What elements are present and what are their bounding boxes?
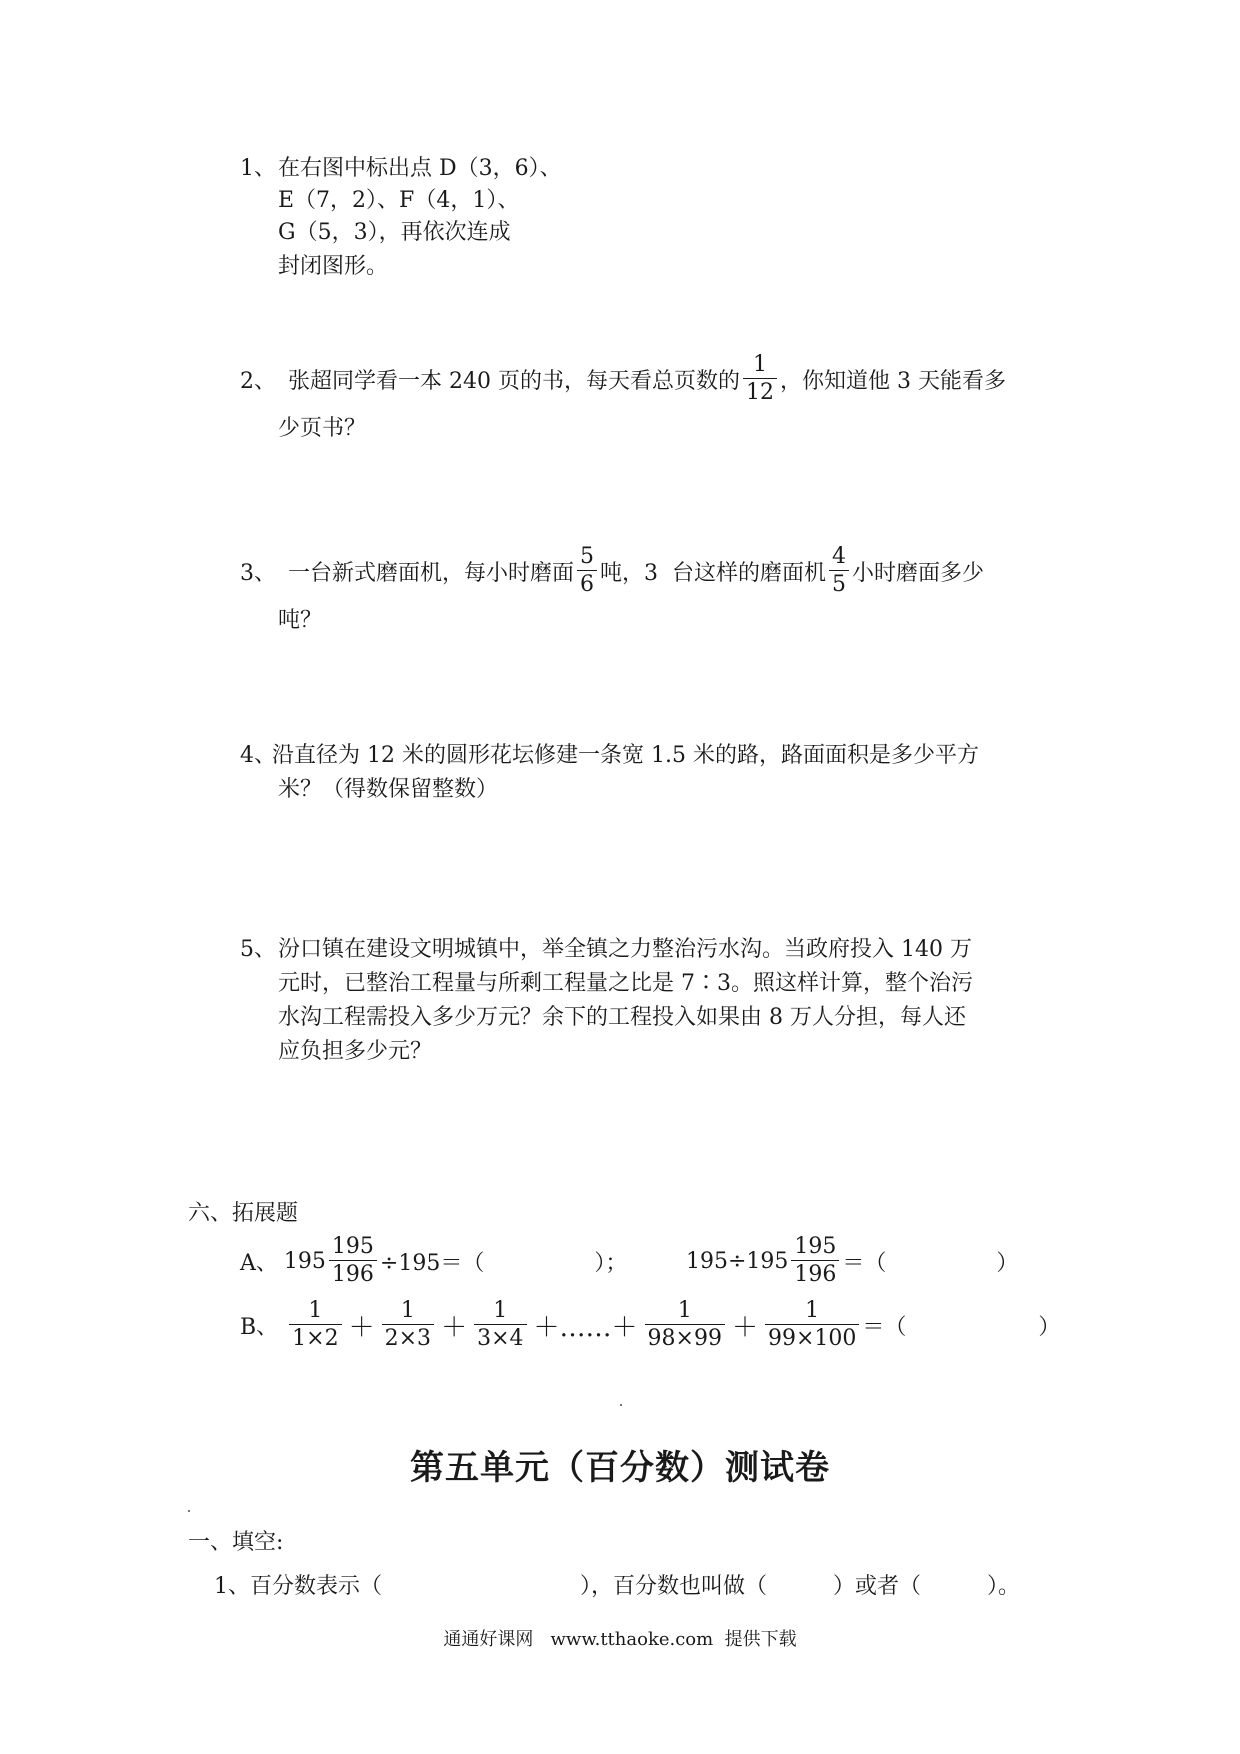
extension-b-term-5 bbox=[765, 1300, 859, 1350]
fraction-denominator: 12 bbox=[743, 378, 777, 404]
fraction-denominator: 99×100 bbox=[765, 1324, 859, 1350]
extension-b-term-3 bbox=[474, 1300, 526, 1350]
fraction-denominator: 3×4 bbox=[474, 1324, 526, 1350]
problem-1-line-4: 封闭图形。 bbox=[278, 254, 389, 279]
extension-b bbox=[240, 1300, 1060, 1350]
problem-5-line-1: 汾口镇在建设文明城镇中，举全镇之力整治污水沟。当政府投入 140 万 bbox=[278, 937, 972, 962]
unit-5-section-1-heading: 一、填空: bbox=[188, 1530, 284, 1555]
extension-b-equals: ＝（ ） bbox=[862, 1314, 1061, 1340]
fraction-numerator: 1 bbox=[752, 352, 767, 377]
problem-3-text-before: 一台新式磨面机，每小时磨面 bbox=[288, 560, 575, 586]
extension-b-term-1 bbox=[289, 1300, 341, 1350]
extension-a-fraction-1 bbox=[329, 1236, 377, 1286]
scan-speck bbox=[188, 1510, 190, 1512]
extension-a-expression-2-lead: 195÷195 bbox=[686, 1248, 789, 1274]
problem-3-line-1 bbox=[240, 546, 984, 596]
mixed-number-whole: 195 bbox=[283, 1248, 326, 1274]
fraction-denominator: 196 bbox=[791, 1260, 839, 1286]
plus-sign: ＋ bbox=[441, 1312, 468, 1343]
problem-5-line-3: 水沟工程需投入多少万元？余下的工程投入如果由 8 万人分担，每人还 bbox=[278, 1005, 966, 1030]
problem-1-line-3: G（5，3），再依次连成 bbox=[278, 220, 511, 245]
fraction-numerator: 1 bbox=[400, 1298, 415, 1323]
extension-a-expression-2-rest: ＝（ ） bbox=[842, 1250, 1019, 1276]
unit-5-question-1: 1、百分数表示（ ），百分数也叫做（ ）或者（ ）。 bbox=[214, 1574, 1020, 1599]
fraction-denominator: 2×3 bbox=[382, 1324, 434, 1350]
extension-b-term-4 bbox=[645, 1300, 725, 1350]
problem-5-line-4: 应负担多少元？ bbox=[278, 1039, 433, 1064]
problem-4-number: 4、 bbox=[240, 743, 276, 768]
extension-a-label: A、 bbox=[240, 1250, 278, 1276]
problem-4-line-1: 沿直径为 12 米的圆形花坛修建一条宽 1.5 米的路，路面面积是多少平方 bbox=[272, 743, 979, 768]
fraction-denominator: 6 bbox=[577, 570, 597, 596]
extension-a-expression-1-rest: ÷195＝（ ）； bbox=[379, 1250, 628, 1276]
problem-2-number: 2、 bbox=[240, 368, 276, 394]
fraction-numerator: 1 bbox=[493, 1298, 508, 1323]
section-6-heading: 六、拓展题 bbox=[188, 1201, 299, 1226]
fraction-numerator: 1 bbox=[677, 1298, 692, 1323]
problem-5-line-2: 元时，已整治工程量与所剩工程量之比是 7∶3。照这样计算，整个治污 bbox=[278, 971, 973, 996]
problem-3-fraction-2 bbox=[829, 546, 849, 596]
fraction-numerator: 1 bbox=[308, 1298, 323, 1323]
plus-sign: ＋ bbox=[731, 1312, 758, 1343]
extension-a-fraction-2 bbox=[791, 1236, 839, 1286]
fraction-numerator: 5 bbox=[580, 544, 595, 569]
problem-5-number: 5、 bbox=[240, 937, 276, 962]
problem-1-line-2: E（7，2）、F（4，1）、 bbox=[278, 188, 520, 213]
ellipsis-sum: ＋……＋ bbox=[533, 1312, 638, 1343]
fraction-denominator: 5 bbox=[829, 570, 849, 596]
problem-3-line-2: 吨？ bbox=[278, 608, 323, 633]
plus-sign: ＋ bbox=[348, 1312, 375, 1343]
extension-b-label: B、 bbox=[240, 1314, 279, 1340]
fraction-numerator: 195 bbox=[331, 1234, 374, 1259]
problem-1-number: 1、 bbox=[240, 156, 276, 181]
fraction-denominator: 196 bbox=[329, 1260, 377, 1286]
problem-3-fraction-1 bbox=[577, 546, 597, 596]
problem-3-number: 3、 bbox=[240, 560, 276, 586]
problem-3-text-after: 小时磨面多少 bbox=[852, 560, 985, 586]
fraction-numerator: 1 bbox=[805, 1298, 820, 1323]
fraction-numerator: 195 bbox=[794, 1234, 837, 1259]
problem-2-text-before: 张超同学看一本 240 页的书，每天看总页数的 bbox=[288, 368, 740, 394]
fraction-denominator: 1×2 bbox=[289, 1324, 341, 1350]
problem-4-line-2: 米？（得数保留整数） bbox=[278, 777, 499, 802]
extension-a-left bbox=[240, 1236, 627, 1286]
problem-2-text-after: ，你知道他 3 天能看多 bbox=[779, 368, 1006, 394]
scan-speck bbox=[620, 1404, 622, 1406]
problem-2-line-2: 少页书？ bbox=[278, 416, 367, 441]
problem-2-line-1 bbox=[240, 354, 1006, 404]
problem-1-line-1: 在右图中标出点 D（3，6）、 bbox=[278, 156, 562, 181]
problem-3-text-mid: 吨，3 台这样的磨面机 bbox=[600, 560, 826, 586]
page-title: 第五单元（百分数）测试卷 bbox=[410, 1448, 830, 1488]
problem-2-fraction bbox=[743, 354, 777, 404]
fraction-denominator: 98×99 bbox=[645, 1324, 725, 1350]
fraction-numerator: 4 bbox=[832, 544, 846, 569]
page-footer: 通通好课网 www.tthaoke.com 提供下载 bbox=[443, 1629, 797, 1650]
extension-a-right bbox=[686, 1236, 1018, 1286]
extension-b-term-2 bbox=[382, 1300, 434, 1350]
